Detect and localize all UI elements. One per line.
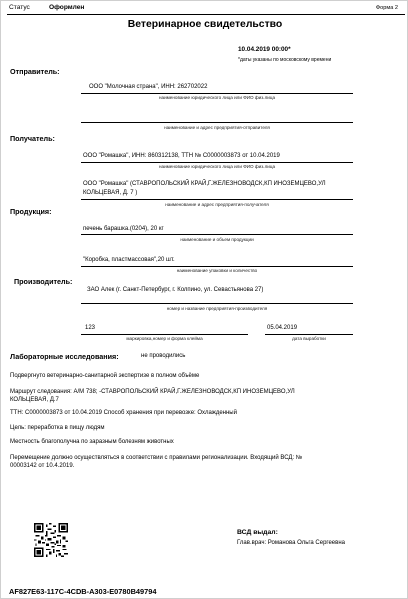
product-package-caption: наименование упаковки и количество [176,268,258,273]
receiver-name-caption: наименование юридического лица или ФИО физ.лица [158,164,276,169]
receiver-address-caption: наименование и адрес предприятия-получателя [165,202,269,207]
producer-name: ЗАО Алек (г. Санкт-Петербург, г. Колпино, ул. Севастьянова 27) [87,287,264,293]
receiver-address-line [81,199,353,200]
timezone-note: *даты указаны по московскому времени [238,57,332,63]
receiver-address-line1: ООО "Ромашка" (СТАВРОПОЛЬСКИЙ КРАЙ,Г.ЖЕЛЕЗНОВОДСК,КП ИНОЗЕМЦЕВО,УЛ [83,181,326,187]
produced-date-caption: дата выработки [292,336,326,341]
produced-date-line [265,334,353,335]
lab-label: Лабораторные исследования: [10,352,119,361]
receiver-name: ООО "Ромашка", ИНН: 860312138, ТТН № C0000003873 от 10.04.2019 [83,153,280,159]
sender-name: ООО "Молочная страна", ИНН: 262702022 [89,84,208,90]
producer-name-caption: номер и название предприятия-производителя [166,306,268,311]
issued-label: ВСД выдал: [237,529,278,536]
producer-name-line [81,303,353,304]
product-name: печень барашка.(0204), 20 кг [83,226,164,232]
header-divider [7,14,405,15]
receiver-address-line2: КОЛЬЦЕВАЯ, Д. 7 ) [83,190,138,196]
statement-regionalization-cont: 00003142 от 10.4.2019. [10,463,75,469]
sender-name-caption: наименование юридического лица или ФИО физ.лица [158,95,276,100]
statement-purpose: Цель: переработка в пищу людям [10,425,105,431]
statement-route: Маршрут следования: А/М 738; -СТАВРОПОЛЬСКИЙ КРАЙ,Г.ЖЕЛЕЗНОВОДСК,КП ИНОЗЕМЦЕВО,УЛ [10,389,295,395]
product-package: "Коробка, пластмассовая",20 шт. [83,257,175,263]
lab-value: не проводились [141,353,186,359]
page-title: Ветеринарное свидетельство [127,19,283,30]
status-label: Статус [9,4,30,11]
qr-code [34,523,68,557]
document-uuid: AF827E63-117C-4CDB-A303-E0780B49794 [9,587,157,596]
product-label: Продукция: [10,207,52,216]
sender-address-caption: наименование и адрес предприятия-отправителя [164,125,270,130]
statement-regionalization: Перемещение должно осуществляться в соответствии с правилами регионализации. Входящий ВСД: № [10,455,303,461]
issued-signer: Глав.врач: Романова Ольга Сергеевна [237,540,345,546]
statement-route-cont: КОЛЬЦЕВАЯ, Д.7 [10,397,59,403]
receiver-label: Получатель: [10,134,55,143]
statement-ttn: ТТН: C0000003873 от 10.04.2019 Способ хранения при перевозке: Охлажденный [10,410,237,416]
produced-date-value: 05.04.2019 [267,325,298,331]
product-name-caption: наименование и объем продукции [180,237,254,242]
product-package-line [81,266,353,267]
statement-expertise: Подвергнуто ветеринарно-санитарной экспертизе в полном объёме [10,373,200,379]
certificate-date: 10.04.2019 00:00* [238,46,291,53]
marking-caption: маркировка,номер и форма клейма [126,336,203,341]
receiver-name-line [81,162,353,163]
product-name-line [81,234,353,235]
sender-label: Отправитель: [10,67,60,76]
statement-area: Местность благополучна по заразным болезням животных [10,439,174,445]
marking-value: 123 [85,325,96,331]
status-value: Оформлен [49,4,85,11]
marking-line [81,334,248,335]
producer-label: Производитель: [14,277,73,286]
form-number: Форма 2 [375,5,398,11]
sender-name-line [81,93,353,94]
sender-address-line [81,122,353,123]
